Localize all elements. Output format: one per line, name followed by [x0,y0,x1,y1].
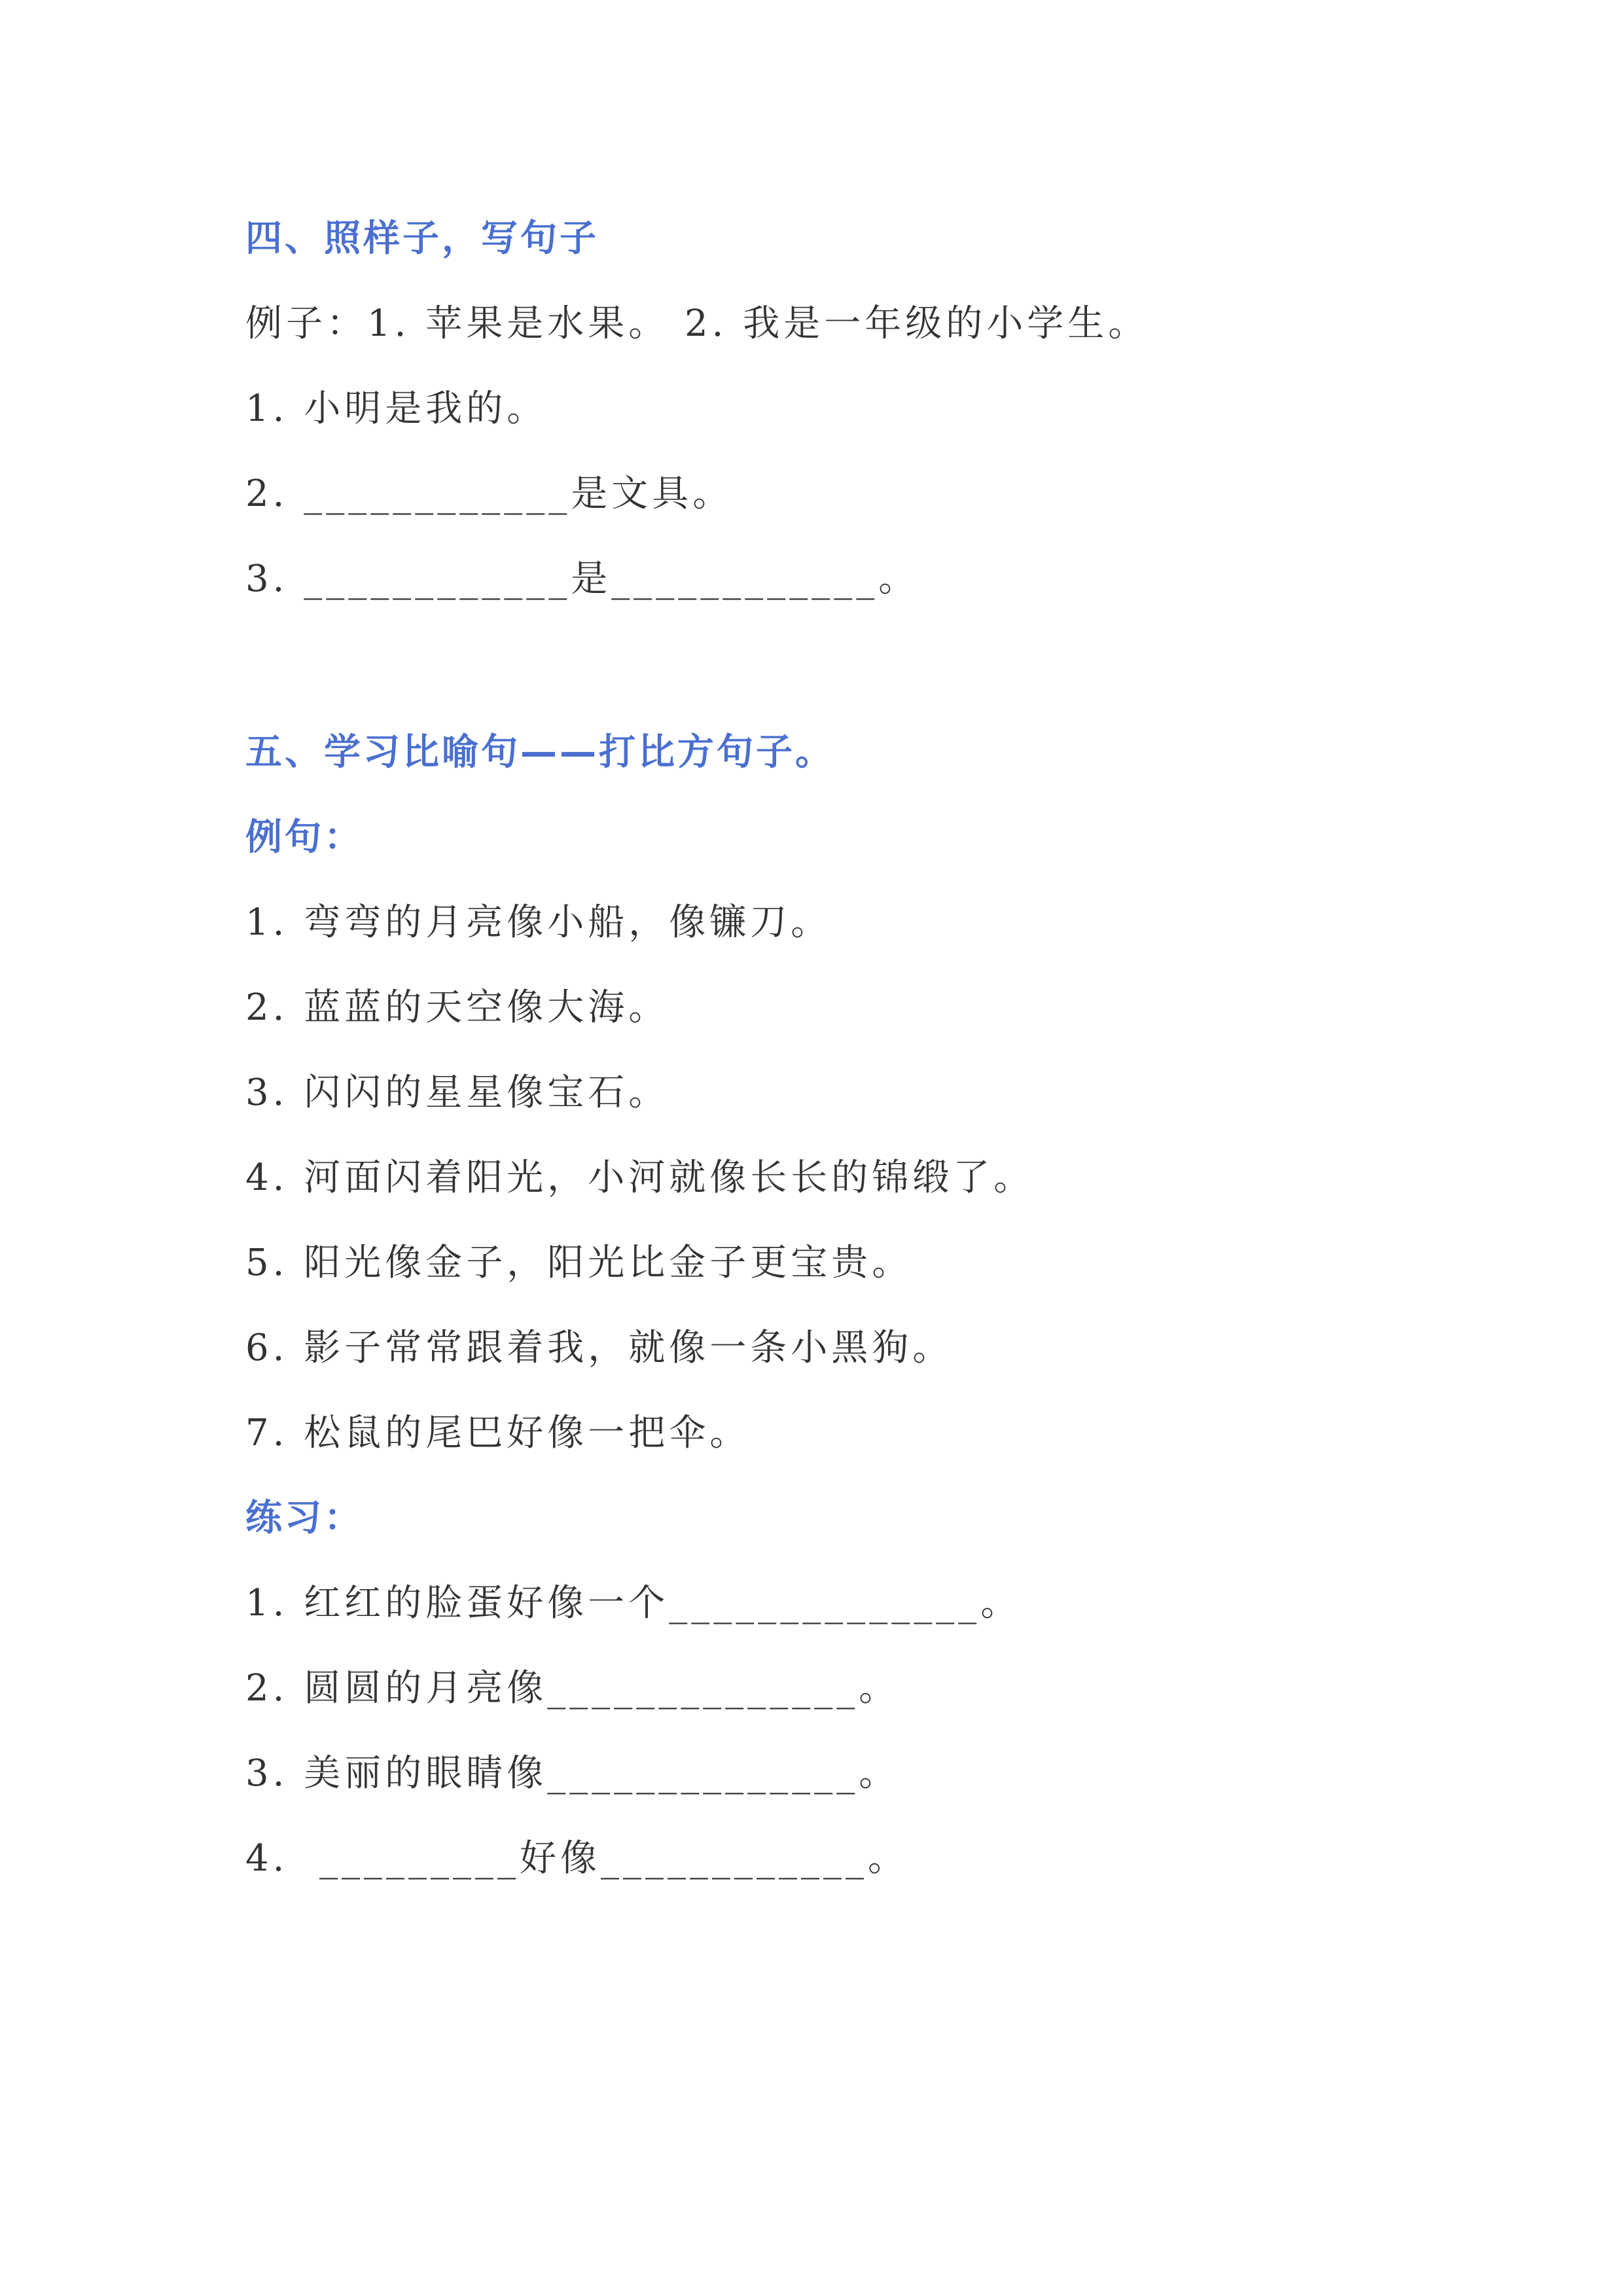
example-sentence-7: 7. 松鼠的尾巴好像一把伞。 [245,1412,751,1454]
section-4-item-3: 3. ____________是____________。 [245,558,919,600]
practice-item-3: 3. 美丽的眼睛像______________。 [245,1752,900,1795]
example-sentence-4: 4. 河面闪着阳光，小河就像长长的锦缎了。 [245,1157,1035,1199]
practice-item-2: 2. 圆圆的月亮像______________。 [245,1667,900,1710]
section-4-example: 例子：1. 苹果是水果。 2. 我是一年级的小学生。 [245,302,1149,345]
section-5-heading: 五、学习比喻句——打比方句子。 [245,731,834,774]
practice-item-1: 1. 红红的脸蛋好像一个______________。 [245,1582,1022,1624]
example-sentence-3: 3. 闪闪的星星像宝石。 [245,1071,669,1114]
example-sentence-2: 2. 蓝蓝的天空像大海。 [245,986,669,1029]
section-4-item-2: 2. ____________是文具。 [245,473,734,515]
practice-label: 练习： [245,1497,363,1539]
section-4-item-1: 1. 小明是我的。 [245,387,548,430]
section-4-heading: 四、照样子，写句子 [245,217,599,260]
practice-item-4: 4. _________好像____________。 [245,1837,909,1880]
example-sentence-1: 1. 弯弯的月亮像小船，像镰刀。 [245,901,832,944]
example-sentences-label: 例句： [245,816,363,859]
example-sentence-6: 6. 影子常常跟着我，就像一条小黑狗。 [245,1327,954,1369]
example-sentence-5: 5. 阳光像金子，阳光比金子更宝贵。 [245,1242,913,1284]
